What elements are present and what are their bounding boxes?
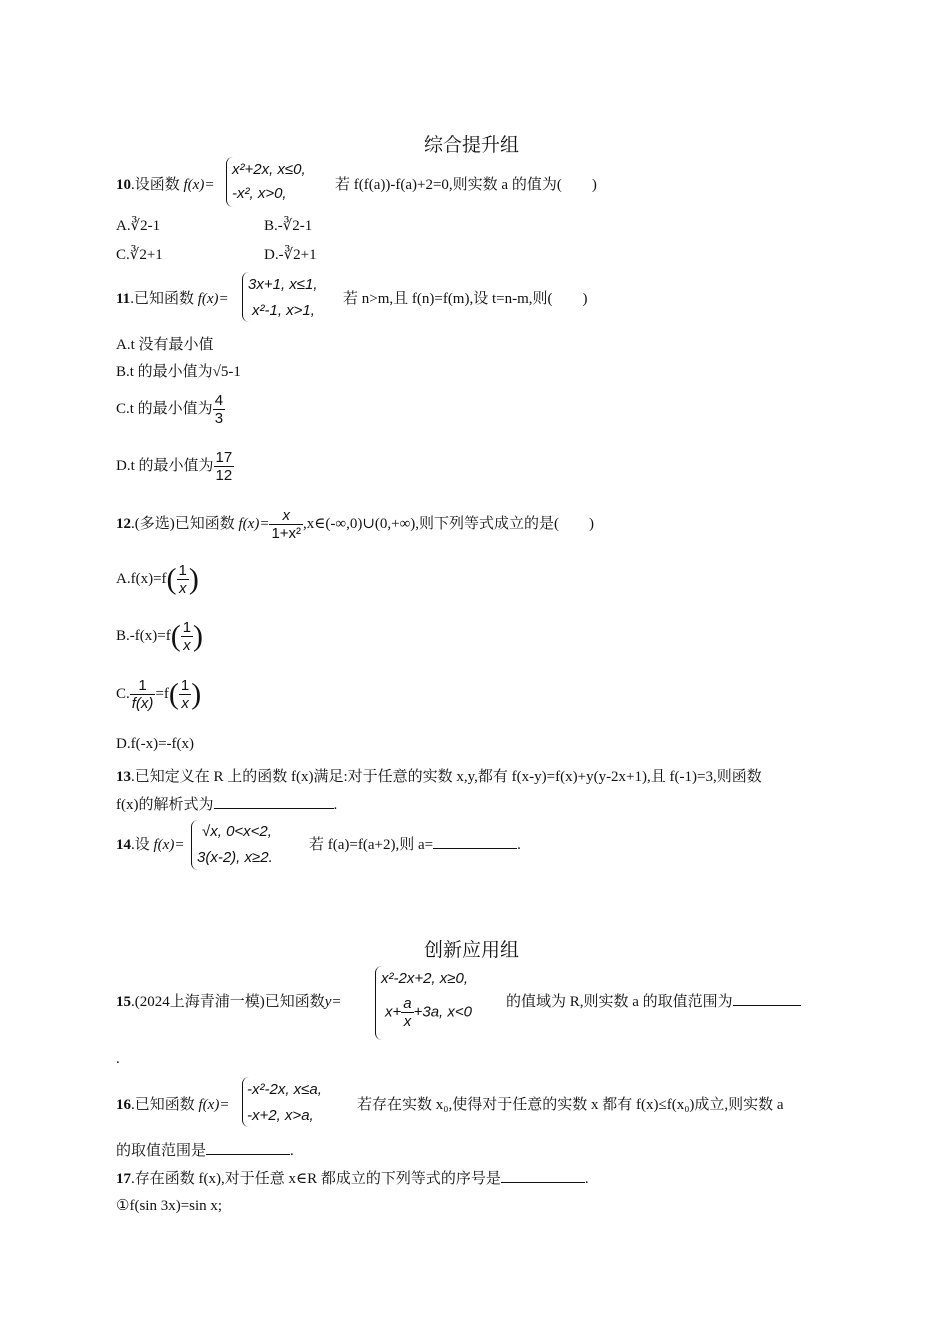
function-name: f(x)= xyxy=(238,515,270,532)
question-number: 15 xyxy=(116,994,131,1010)
case-text: x+ xyxy=(385,1003,402,1021)
fraction xyxy=(214,449,235,484)
option-b[interactable]: B.-∛2-1 xyxy=(264,218,313,234)
fraction-denominator: x xyxy=(401,1012,413,1030)
question-number: 12 xyxy=(116,515,131,532)
section-heading-comprehensive: 综合提升组 xyxy=(424,134,520,156)
fraction-numerator: x xyxy=(282,507,290,524)
option-c[interactable] xyxy=(116,392,225,427)
option-c-label: C. xyxy=(116,685,130,702)
function-name: f(x)= xyxy=(153,837,185,853)
fraction xyxy=(213,392,225,427)
question-15-end-dot: . xyxy=(116,1051,120,1067)
answer-blank[interactable] xyxy=(733,991,801,1006)
question-number: 14 xyxy=(116,837,131,853)
right-paren: ) xyxy=(188,562,199,596)
option-c-text: =f xyxy=(155,685,169,702)
question-17-item-1: ①f(sin 3x)=sin x; xyxy=(116,1198,223,1214)
question-text: 若 f(a)=f(a+2),则 a= xyxy=(309,837,434,853)
option-d[interactable] xyxy=(116,449,234,484)
option-a[interactable]: A.∛2-1 xyxy=(116,218,161,234)
question-11 xyxy=(116,287,229,308)
question-stem: .(多选)已知函数 xyxy=(131,515,235,532)
fraction-denominator: x xyxy=(177,579,189,597)
question-text: 的取值范围是 xyxy=(116,1143,207,1159)
question-text: f(x)的解析式为 xyxy=(116,797,214,813)
period: . xyxy=(517,837,521,853)
fraction-denominator: x xyxy=(181,636,193,654)
fraction-numerator: 17 xyxy=(215,449,233,466)
question-stem: .设 xyxy=(131,837,150,853)
question-15 xyxy=(116,990,342,1011)
option-c[interactable] xyxy=(116,677,201,712)
fraction xyxy=(269,507,303,542)
fraction-denominator: x xyxy=(179,694,191,712)
right-paren: ) xyxy=(193,619,204,653)
option-d[interactable]: D.f(-x)=-f(x) xyxy=(116,736,195,752)
piecewise-case-1: x²+2x, x≤0, xyxy=(232,161,306,178)
fraction-numerator: 4 xyxy=(214,392,224,409)
section-heading-innovation: 创新应用组 xyxy=(424,939,520,961)
fraction-numerator: a xyxy=(403,995,412,1012)
question-number: 10 xyxy=(116,177,131,193)
fraction xyxy=(177,562,189,597)
fraction xyxy=(401,995,413,1030)
option-b[interactable] xyxy=(116,619,203,654)
question-stem: .已知函数 xyxy=(130,291,194,307)
fraction-denominator: 12 xyxy=(215,467,233,484)
fraction-numerator: 1 xyxy=(180,677,190,694)
question-12-condition: ,x∈(-∞,0)∪(0,+∞),则下列等式成立的是( ) xyxy=(303,515,595,532)
question-11-condition: 若 n>m,且 f(n)=f(m),设 t=n-m,则( ) xyxy=(343,291,588,307)
piecewise-case-2: -x², x>0, xyxy=(232,185,287,202)
question-13 xyxy=(116,765,762,786)
right-paren: ) xyxy=(191,677,202,711)
left-paren: ( xyxy=(170,619,181,653)
question-14-condition xyxy=(309,833,521,854)
answer-blank[interactable] xyxy=(501,1168,585,1183)
function-name: f(x)= xyxy=(197,291,229,307)
left-paren: ( xyxy=(166,562,177,596)
option-c-text: C.t 的最小值为 xyxy=(116,400,213,417)
option-a-text: A.f(x)=f xyxy=(116,570,167,587)
option-a[interactable]: A.t 没有最小值 xyxy=(116,337,214,353)
question-16-line-2 xyxy=(116,1139,294,1160)
question-12 xyxy=(116,507,594,542)
period: . xyxy=(333,797,338,813)
question-stem: .(2024上海青浦一模)已知函数 xyxy=(131,994,325,1010)
question-13-line-2 xyxy=(116,793,337,814)
question-17 xyxy=(116,1167,589,1188)
fraction-numerator: 1 xyxy=(182,619,192,636)
answer-blank[interactable] xyxy=(206,1140,290,1155)
option-c[interactable]: C.∛2+1 xyxy=(116,247,163,263)
piecewise-case-2 xyxy=(385,995,472,1030)
piecewise-case-1: 3x+1, x≤1, xyxy=(248,276,318,293)
piecewise-case-1: x²-2x+2, x≥0, xyxy=(381,970,469,987)
option-b[interactable]: B.t 的最小值为√5-1 xyxy=(116,364,241,380)
piecewise-case-1: -x²-2x, x≤a, xyxy=(247,1081,322,1098)
period: . xyxy=(290,1143,294,1159)
fraction xyxy=(179,677,191,712)
question-14 xyxy=(116,833,184,854)
fraction xyxy=(130,677,156,712)
answer-blank[interactable] xyxy=(214,794,334,809)
option-d-text: D.t 的最小值为 xyxy=(116,457,214,474)
piecewise-case-2: x²-1, x>1, xyxy=(252,302,315,319)
question-number: 16 xyxy=(116,1097,131,1113)
fraction xyxy=(181,619,193,654)
question-stem: .存在函数 f(x),对于任意 x∈R 都成立的下列等式的序号是 xyxy=(131,1171,501,1187)
question-10 xyxy=(116,173,214,194)
option-b-text: B.-f(x)=f xyxy=(116,627,171,644)
question-15-condition xyxy=(506,990,801,1011)
option-a[interactable] xyxy=(116,562,199,597)
question-stem: .已知函数 xyxy=(131,1097,195,1113)
period: . xyxy=(584,1171,589,1187)
question-number: 17 xyxy=(116,1171,131,1187)
option-d[interactable]: D.-∛2+1 xyxy=(264,247,317,263)
question-number: 13 xyxy=(116,769,131,785)
piecewise-case-1: √x, 0<x<2, xyxy=(202,823,272,840)
fraction-denominator: 1+x² xyxy=(271,525,302,542)
fraction-denominator: 3 xyxy=(214,410,224,427)
function-name: f(x)= xyxy=(183,177,215,193)
function-name: f(x)= xyxy=(198,1097,230,1113)
question-10-condition: 若 f(f(a))-f(a)+2=0,则实数 a 的值为( ) xyxy=(335,177,597,193)
question-number: 11 xyxy=(116,291,131,307)
fraction-denominator: f(x) xyxy=(131,695,154,712)
fraction-numerator: 1 xyxy=(138,677,147,694)
question-text: 的值域为 R,则实数 a 的取值范围为 xyxy=(506,994,733,1010)
left-paren: ( xyxy=(168,677,179,711)
function-name: y= xyxy=(324,994,342,1010)
case-text: +3a, x<0 xyxy=(413,1003,472,1021)
fraction-numerator: 1 xyxy=(178,562,187,579)
question-stem: .已知定义在 R 上的函数 f(x)满足:对于任意的实数 x,y,都有 f(x-y)=f(x)+y(y-2x+1),且 f(-1)=3,则函数 xyxy=(131,769,762,785)
piecewise-case-2: 3(x-2), x≥2. xyxy=(197,849,273,866)
question-16-condition: 若存在实数 x₀,使得对于任意的实数 x 都有 f(x)≤f(x₀)成立,则实数 a xyxy=(357,1097,784,1113)
question-16 xyxy=(116,1093,229,1114)
question-stem: .设函数 xyxy=(131,177,180,193)
answer-blank[interactable] xyxy=(433,834,517,849)
piecewise-case-2: -x+2, x>a, xyxy=(247,1107,314,1124)
